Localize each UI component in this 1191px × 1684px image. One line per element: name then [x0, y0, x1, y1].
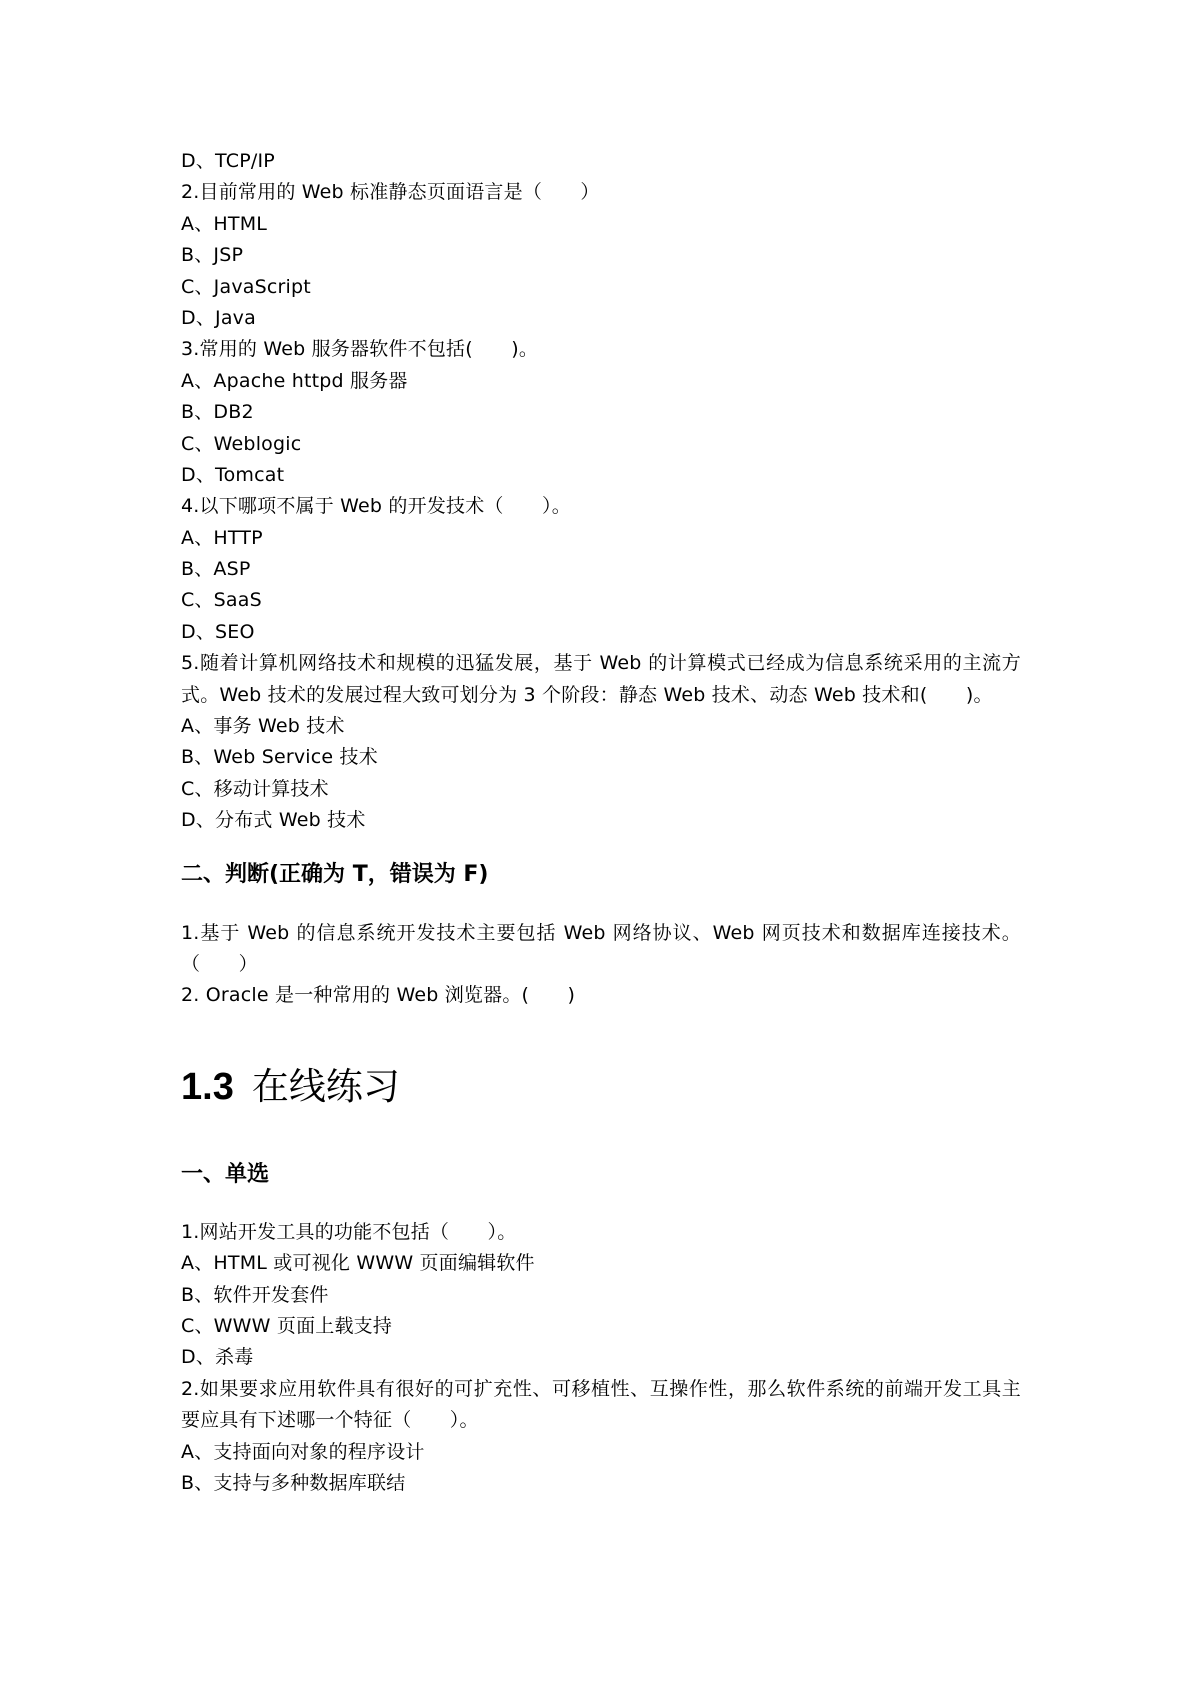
s-q2-option-b: B、支持与多种数据库联结 — [181, 1471, 406, 1494]
q3-question: 3.常用的 Web 服务器软件不包括( )。 — [181, 338, 539, 361]
q5-option-b: B、Web Service 技术 — [181, 746, 378, 769]
s-q2-question: 2.如果要求应用软件具有很好的可扩充性、可移植性、互操作性，那么软件系统的前端开发工具主要应具有下述哪一个特征（ ）。 — [181, 1377, 1021, 1432]
q4-option-d: D、SEO — [181, 620, 255, 643]
s-q1-option-d: D、杀毒 — [181, 1346, 254, 1369]
q2-option-a: A、HTML — [181, 212, 268, 235]
q4-option-b: B、ASP — [181, 558, 251, 581]
q3-option-a: A、Apache httpd 服务器 — [181, 369, 408, 392]
q4-question: 4.以下哪项不属于 Web 的开发技术（ ）。 — [181, 495, 571, 518]
q2-question: 2.目前常用的 Web 标准静态页面语言是（ ） — [181, 181, 600, 204]
q2-option-d: D、Java — [181, 306, 256, 329]
q3-option-d: D、Tomcat — [181, 463, 285, 486]
document-page — [181, 146, 1021, 1499]
s-q1-option-a: A、HTML 或可视化 WWW 页面编辑软件 — [181, 1252, 535, 1275]
q3-option-b: B、DB2 — [181, 401, 254, 424]
s-q1-question: 1.网站开发工具的功能不包括（ ）。 — [181, 1220, 517, 1243]
q5-option-d: D、分布式 Web 技术 — [181, 809, 366, 832]
q2-option-c: C、JavaScript — [181, 275, 311, 298]
q1-option-d: D、TCP/IP — [181, 150, 275, 172]
q3-option-c: C、Weblogic — [181, 432, 302, 455]
judge-heading: 二、判断(正确为 T，错误为 F) — [181, 861, 489, 887]
section-number: 1.3 — [181, 1065, 234, 1108]
section-title: 在线练习 — [251, 1064, 400, 1108]
judge-q1: 1.基于 Web 的信息系统开发技术主要包括 Web 网络协议、Web 网页技术和数据库连接技术。（ ） — [181, 921, 1021, 976]
q4-option-c: C、SaaS — [181, 589, 262, 612]
q4-option-a: A、HTTP — [181, 526, 263, 549]
single-choice-heading: 一、单选 — [181, 1161, 270, 1187]
s-q1-option-c: C、WWW 页面上载支持 — [181, 1315, 393, 1337]
q5-option-a: A、事务 Web 技术 — [181, 715, 345, 738]
q2-option-b: B、JSP — [181, 244, 244, 267]
q5-option-c: C、移动计算技术 — [181, 777, 329, 800]
s-q2-option-a: A、支持面向对象的程序设计 — [181, 1440, 425, 1463]
judge-q2: 2. Oracle 是一种常用的 Web 浏览器。( ) — [181, 984, 576, 1007]
section-heading-1-3 — [181, 1064, 1021, 1110]
q5-question: 5.随着计算机网络技术和规模的迅猛发展，基于 Web 的计算模式已经成为信息系统采用的主流方式。Web 技术的发展过程大致可划分为 3 个阶段：静态 Web 技术、动态 Web 技术和( )。 — [181, 652, 1021, 706]
s-q1-option-b: B、软件开发套件 — [181, 1283, 329, 1306]
